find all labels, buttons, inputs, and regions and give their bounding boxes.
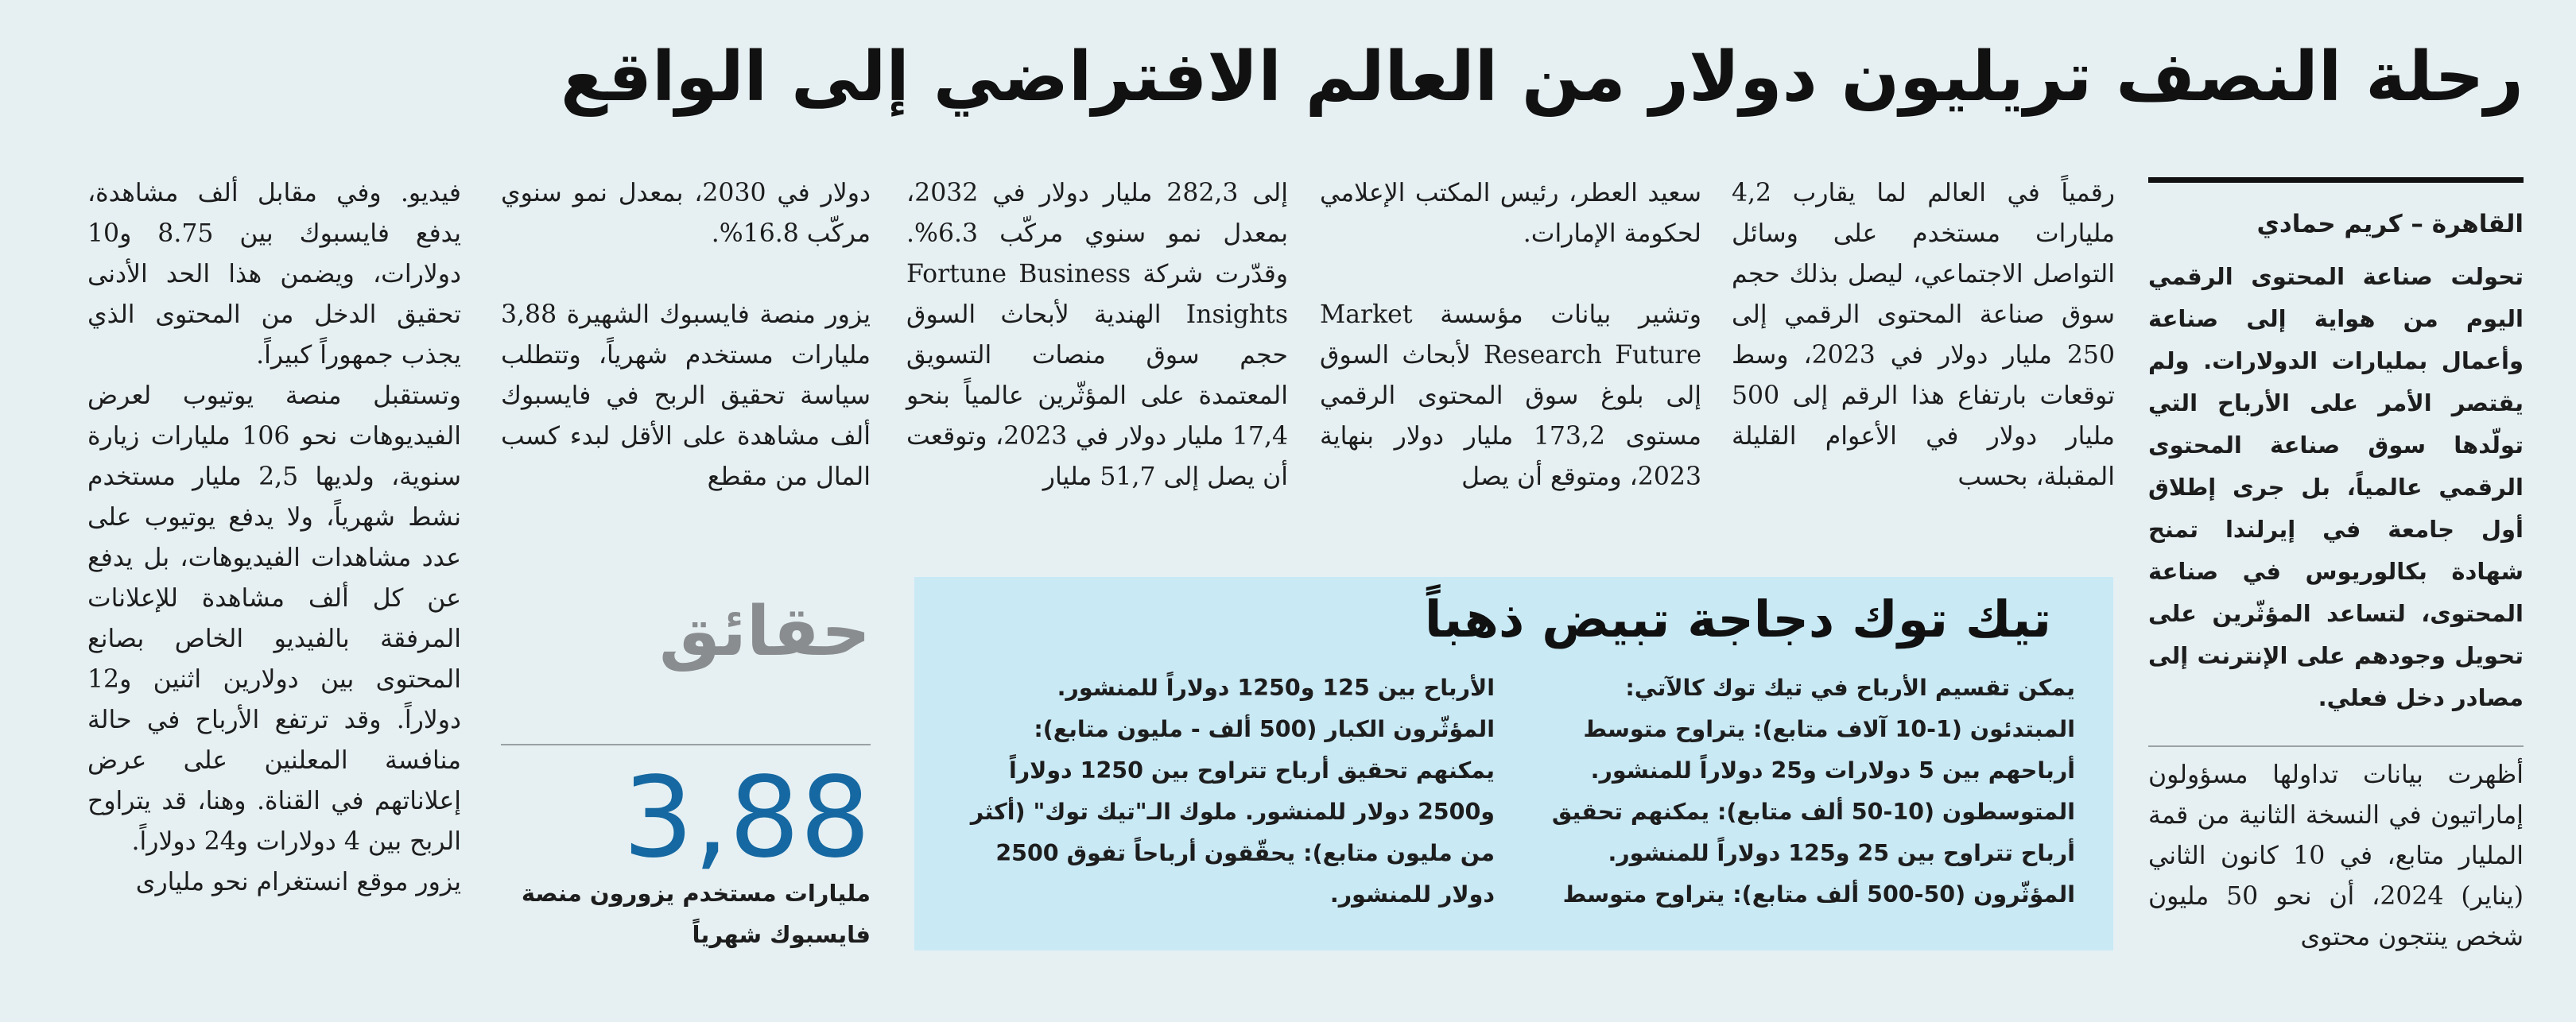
paragraph: أظهرت بيانات تداولها مسؤولون إماراتيون في النسخة الثانية من قمة المليار متابع، في 10 كانون الثاني (يناير) 2024، أن نحو 50 مليون شخص ينتجون محتوى: [2148, 761, 2524, 951]
article-column-2: [1732, 173, 2115, 497]
lead-paragraph: تحولت صناعة المحتوى الرقمي اليوم من هواية إلى صناعة وأعمال بمليارات الدولارات. ولم يقتصر الأمر على الأرباح التي تولّدها سوق صناعة المحتوى الرقمي عالمياً، بل جرى إطلاق أول جامعة في إيرلندا تمنح شهادة بكالوريوس في صناعة المحتوى، لتساعد المؤثّرين على تحويل وجودهم على الإنترنت إلى مصادر دخل فعلي.: [2148, 263, 2524, 711]
paragraph: فيديو. وفي مقابل ألف مشاهدة، يدفع فايسبوك بين 8.75 و10 دولارات، ويضمن هذا الحد الأدنى تحقيق الدخل من المحتوى الذي يجذب جمهوراً كبيراً.: [87, 179, 461, 370]
facts-caption: مليارات مستخدم يزورون منصة فايسبوك شهرياً: [521, 880, 871, 948]
lead-separator: [2148, 745, 2524, 747]
paragraph: يزور موقع انستغرام نحو مليارى: [135, 868, 461, 896]
box-column-right: [1549, 668, 2075, 916]
article-column-1: [2148, 755, 2524, 958]
paragraph: وتشير بيانات مؤسسة Market Research Future لأبحاث السوق إلى بلوغ سوق المحتوى الرقمي مستوى 173,2 مليار دولار بنهاية 2023، ومتوقع أن يصل: [1320, 300, 1702, 491]
box-column-left: [966, 668, 1495, 916]
headline: رحلة النصف تريليون دولار من العالم الافتراضي إلى الواقع: [560, 37, 2524, 117]
paragraph: إلى 282,3 مليار دولار في 2032، بمعدل نمو سنوي مركّب 6.3%. وقدّرت شركة Fortune Business Insights الهندية لأبحاث السوق حجم سوق منصات التسويق المعتمدة على المؤثّرين عالمياً بنحو 17,4 مليار دولار في 2023، وتوقعت أن يصل إلى 51,7 مليار: [906, 179, 1288, 491]
facts-separator: [501, 744, 871, 745]
box-title: تيك توك دجاجة تبيض ذهباً: [1424, 590, 2051, 648]
paragraph: سعيد العطر، رئيس المكتب الإعلامي لحكومة الإمارات.: [1320, 179, 1701, 248]
article-column-5: [501, 173, 871, 497]
facts-title: حقائق: [659, 592, 871, 672]
paragraph: وتستقبل منصة يوتيوب لعرض الفيديوهات نحو 106 مليارات زيارة سنوية، ولديها 2,5 مليار مستخدم نشط شهرياً، ولا يدفع يوتيوب على عدد مشاهدات الفيديوهات، بل يدفع عن كل ألف مشاهدة للإعلانات المرفقة بالفيديو الخاص بصانع المحتوى بين دولارين اثنين و12 دولاراً. وقد ترتفع الأرباح في حالة منافسة المعلنين على عرض إعلاناتهم في القناة. وهنا، قد يتراوح الربح بين 4 دولارات و24 دولاراً.: [87, 381, 461, 856]
facts-number: 3,88: [623, 753, 871, 883]
paragraph: دولار في 2030، بمعدل نمو سنوي مركّب 16.8%.: [501, 179, 871, 248]
byline-rule: [2148, 177, 2524, 183]
article-column-3: [1320, 173, 1701, 497]
paragraph: رقمياً في العالم لما يقارب 4,2 مليارات مستخدم على وسائل التواصل الاجتماعي، ليصل بذلك حجم سوق صناعة المحتوى الرقمي إلى 250 مليار دولار في 2023، وسط توقعات بارتفاع هذا الرقم إلى 500 مليار دولار في الأعوام القليلة المقبلة، بحسب: [1732, 179, 2115, 491]
byline: القاهرة – كريم حمادي: [2256, 210, 2524, 238]
box-paragraph: الأرباح بين 125 و1250 دولاراً للمنشور. المؤثّرون الكبار (500 ألف - مليون متابع): يمكنهم تحقيق أرباح تتراوح بين 1250 دولاراً و2500 دولار للمنشور. ملوك الـ"تيك توك" (أكثر من مليون متابع): يحقّقون أرباحاً تفوق 2500 دولار للمنشور.: [970, 675, 1495, 908]
box-paragraph: يمكن تقسيم الأرباح في تيك توك كالآتي: المبتدئون (1-10 آلاف متابع): يتراوح متوسط أرباحهم بين 5 دولارات و25 دولاراً للمنشور. المتوسطون (10-50 ألف متابع): يمكنهم تحقيق أرباح تتراوح بين 25 و125 دولاراً للمنشور. المؤثّرون (50-500 ألف متابع): يتراوح متوسط: [1551, 675, 2075, 908]
article-column-6: [87, 173, 461, 903]
paragraph: يزور منصة فايسبوك الشهيرة 3,88 مليارات مستخدم شهرياً، وتتطلب سياسة تحقيق الربح في فايسبوك ألف مشاهدة على الأقل لبدء كسب المال من مقطع: [501, 300, 871, 491]
article-column-4: [906, 173, 1288, 497]
